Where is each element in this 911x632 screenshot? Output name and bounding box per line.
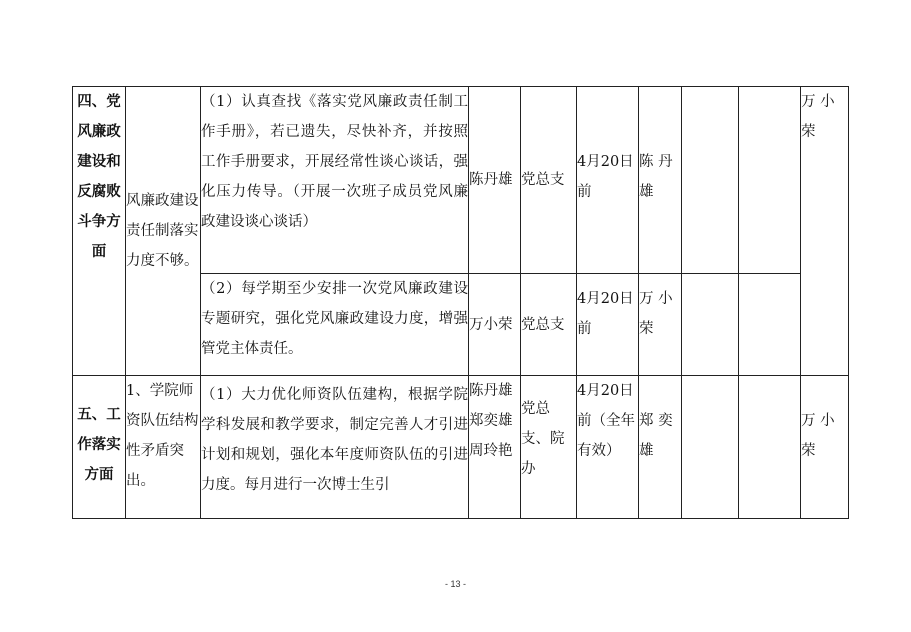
deadline: 4月20日前 (577, 87, 639, 274)
leader: 郑 奕 雄 (639, 376, 682, 519)
responsible-person: 陈丹雄郑奕雄周玲艳 (469, 376, 521, 519)
empty-cell (739, 87, 801, 274)
responsible-person: 陈丹雄 (469, 87, 521, 274)
empty-cell (682, 87, 739, 274)
empty-cell (682, 274, 739, 376)
deadline: 4月20日前（全年有效） (577, 376, 639, 519)
task-content: （1）大力优化师资队伍建构，根据学院学科发展和教学要求，制定完善人才引进计划和规划，强化本年度师资队伍的引进力度。每月进行一次博士生引 (201, 376, 469, 519)
section-heading: 五、工作落实方面 (73, 376, 126, 519)
task-content: （1）认真查找《落实党风廉政责任制工作手册》，若已遗失，尽快补齐，并按照工作手册要求，开展经常性谈心谈话，强化压力传导。（开展一次班子成员党风廉政建设谈心谈话） (201, 87, 469, 274)
responsible-dept: 党总支 (521, 87, 577, 274)
leader: 陈 丹 雄 (639, 87, 682, 274)
empty-cell (739, 274, 801, 376)
empty-cell (739, 376, 801, 519)
problem-cell: 风廉政建设责任制落实力度不够。 (126, 87, 201, 376)
responsible-dept: 党总支、院办 (521, 376, 577, 519)
empty-cell (682, 376, 739, 519)
deadline: 4月20日前 (577, 274, 639, 376)
page-number: - 13 - (444, 579, 466, 589)
task-content: （2）每学期至少安排一次党风廉政建设专题研究，强化党风廉政建设力度，增强管党主体责任。 (201, 274, 469, 376)
rectification-table (72, 86, 849, 519)
table-row (73, 376, 849, 519)
leader: 万 小 荣 (639, 274, 682, 376)
supervisor: 万 小 荣 (801, 87, 849, 376)
responsible-dept: 党总支 (521, 274, 577, 376)
responsible-person: 万小荣 (469, 274, 521, 376)
supervisor: 万 小 荣 (801, 376, 849, 519)
section-heading: 四、党风廉政建设和反腐败斗争方面 (73, 87, 126, 376)
problem-cell: 1、学院师资队伍结构性矛盾突出。 (126, 376, 201, 519)
table-row (73, 87, 849, 274)
